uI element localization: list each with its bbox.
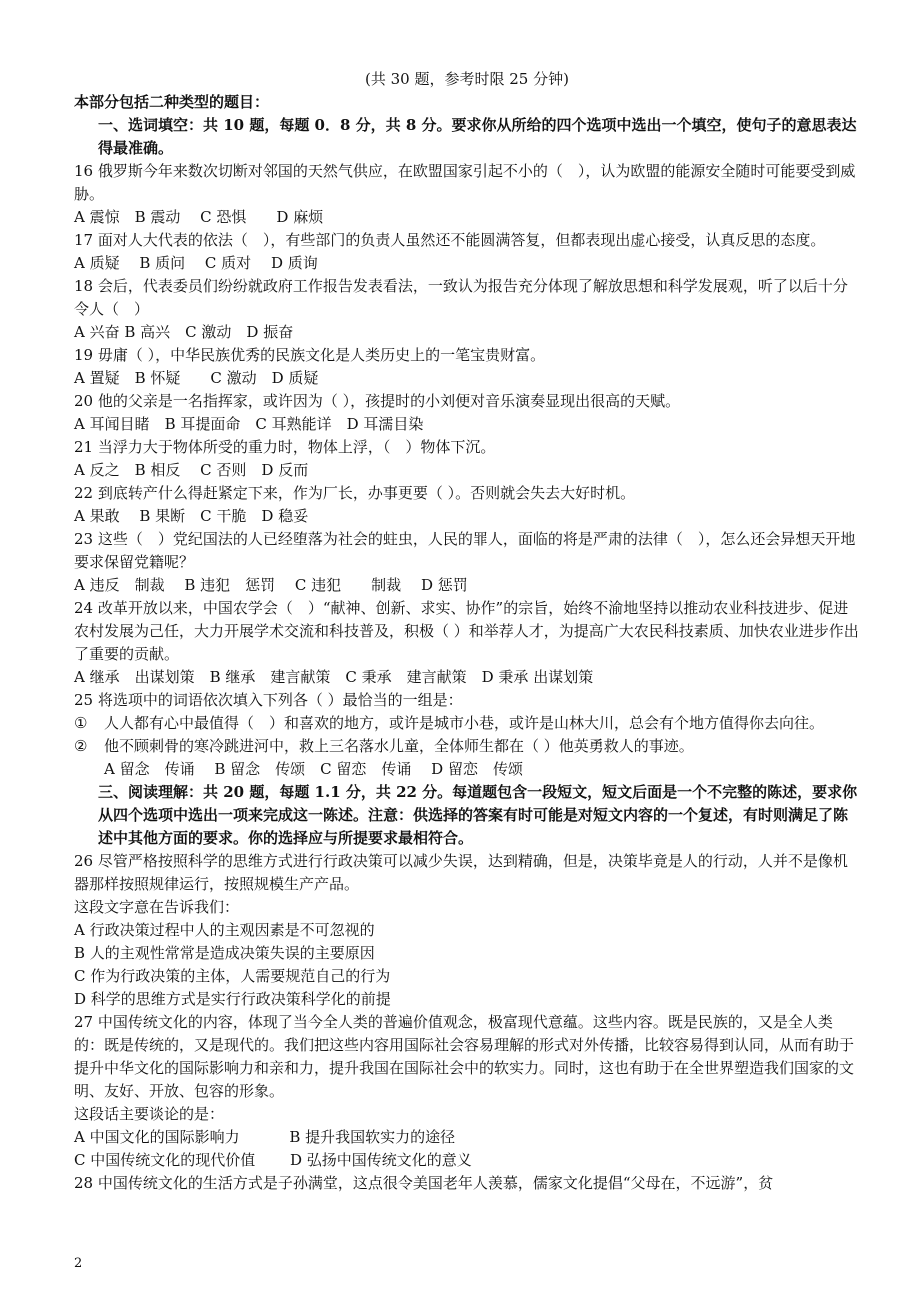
question-22-options: A 果敢 B 果断 C 干脆 D 稳妥 [74,507,309,525]
document-body [74,68,860,1195]
page-number: 2 [74,1256,83,1271]
question-26-option: D 科学的思维方式是实行行政决策科学化的前提 [74,990,391,1008]
question-26-option: B 人的主观性常常是造成决策失误的主要原因 [74,944,375,962]
item-number: ② [74,737,88,755]
question-27-options-row: C 中国传统文化的现代价值 D 弘扬中国传统文化的意义 [74,1151,472,1169]
question-16: 16 俄罗斯今年来数次切断对邻国的天然气供应，在欧盟国家引起不小的（ ），认为欧盟的能源安全随时可能要受到威胁。 [74,162,856,203]
question-18: 18 会后，代表委员们纷纷就政府工作报告发表看法，一致认为报告充分体现了解放思想和科学发展观，听了以后十分令人（ ） [74,277,848,318]
question-21: 21 当浮力大于物体所受的重力时，物体上浮，（ ）物体下沉。 [74,438,496,456]
question-27-prompt: 这段话主要谈论的是： [74,1105,225,1123]
question-26: 26 尽管严格按照科学的思维方式进行行政决策可以减少失误，达到精确，但是，决策毕竟是人的行动，人并不是像机器那样按照规律运行，按照规模生产产品。 [74,852,848,893]
question-19-options: A 置疑 B 怀疑 C 激动 D 质疑 [74,369,319,387]
section1-title: 一、选词填空：共 10 题，每题 0．8 分，共 8 分。要求你从所给的四个选项中选出一个填空，使句子的意思表达得最准确。 [98,116,857,157]
intro-text: 本部分包括二种类型的题目： [74,93,270,111]
question-27-options-row: A 中国文化的国际影响力 B 提升我国软实力的途径 [74,1128,456,1146]
question-20-options: A 耳闻目睹 B 耳提面命 C 耳熟能详 D 耳濡目染 [74,415,424,433]
section-header: (共 30 题，参考时限 25 分钟) [365,70,569,88]
question-19: 19 毋庸（ ），中华民族优秀的民族文化是人类历史上的一笔宝贵财富。 [74,346,546,364]
question-26-option: A 行政决策过程中人的主观因素是不可忽视的 [74,921,375,939]
question-26-option: C 作为行政决策的主体，人需要规范自己的行为 [74,967,391,985]
item-number: ① [74,714,88,732]
question-23-options: A 违反 制裁 B 违犯 惩罚 C 违犯 制裁 D 惩罚 [74,576,468,594]
question-16-options: A 震惊 B 震动 C 恐惧 D 麻烦 [74,208,324,226]
item-text: 他不顾刺骨的寒冷跳进河中，救上三名落水儿童，全体师生都在（ ）他英勇救人的事迹。 [104,737,694,755]
question-23: 23 这些（ ）党纪国法的人已经堕落为社会的蛀虫，人民的罪人，面临的将是严肃的法律（ ），怎么还会异想天开地要求保留党籍呢？ [74,530,856,571]
item-text: 人人都有心中最值得（ ）和喜欢的地方，或许是城市小巷，或许是山林大川，总会有个地方值得你去向往。 [104,714,825,732]
question-24: 24 改革开放以来，中国农学会（ ）“献神、创新、求实、协作”的宗旨，始终不渝地坚持以推动农业科技进步、促进农村发展为己任，大力开展学术交流和科技普及，积极（ ）和举荐人才，为提高广大农民科技素质、加快农业进步作出了重要的贡献。 [74,599,859,663]
question-18-options: A 兴奋 B 高兴 C 激动 D 振奋 [74,323,294,341]
section3-title: 三、阅读理解：共 20 题，每题 1.1 分，共 22 分。每道题包含一段短文，短文后面是一个不完整的陈述，要求你从四个选项中选出一项来完成这一陈述。注意：供选择的答案有时可能是对短文内容的一个复述，有时则满足了陈述中其他方面的要求。你的选择应与所提要求最相符合。 [98,783,858,847]
question-22: 22 到底转产什么得赶紧定下来，作为厂长，办事更要（ ）。否则就会失去大好时机。 [74,484,636,502]
question-25-item [74,712,860,735]
question-17-options: A 质疑 B 质问 C 质对 D 质询 [74,254,318,272]
question-25-options: A 留念 传诵 B 留念 传颂 C 留恋 传诵 D 留恋 传颂 [104,760,523,778]
question-17: 17 面对人大代表的依法（ ），有些部门的负责人虽然还不能圆满答复，但都表现出虚心接受，认真反思的态度。 [74,231,826,249]
question-21-options: A 反之 B 相反 C 否则 D 反而 [74,461,309,479]
question-24-options: A 继承 出谋划策 B 继承 建言献策 C 秉承 建言献策 D 秉承 出谋划策 [74,668,594,686]
question-27: 27 中国传统文化的内容，体现了当今全人类的普遍价值观念，极富现代意蕴。这些内容。既是民族的，又是全人类的：既是传统的，又是现代的。我们把这些内容用国际社会容易理解的形式对外传播，比较容易得到认同，从而有助于提升中华文化的国际影响力和亲和力，提升我国在国际社会中的软实力。同时，这也有助于在全世界塑造我们国家的文明、友好、开放、包容的形象。 [74,1013,855,1100]
question-25-item [74,735,860,758]
question-26-prompt: 这段文字意在告诉我们： [74,898,240,916]
question-20: 20 他的父亲是一名指挥家，或许因为（ ），孩提时的小刘便对音乐演奏显现出很高的天赋。 [74,392,681,410]
question-28: 28 中国传统文化的生活方式是子孙满堂，这点很令美国老年人羡慕，儒家文化提倡“父母在，不远游”，贫 [74,1174,774,1192]
question-25: 25 将选项中的词语依次填入下列各（ ）最恰当的一组是： [74,691,463,709]
